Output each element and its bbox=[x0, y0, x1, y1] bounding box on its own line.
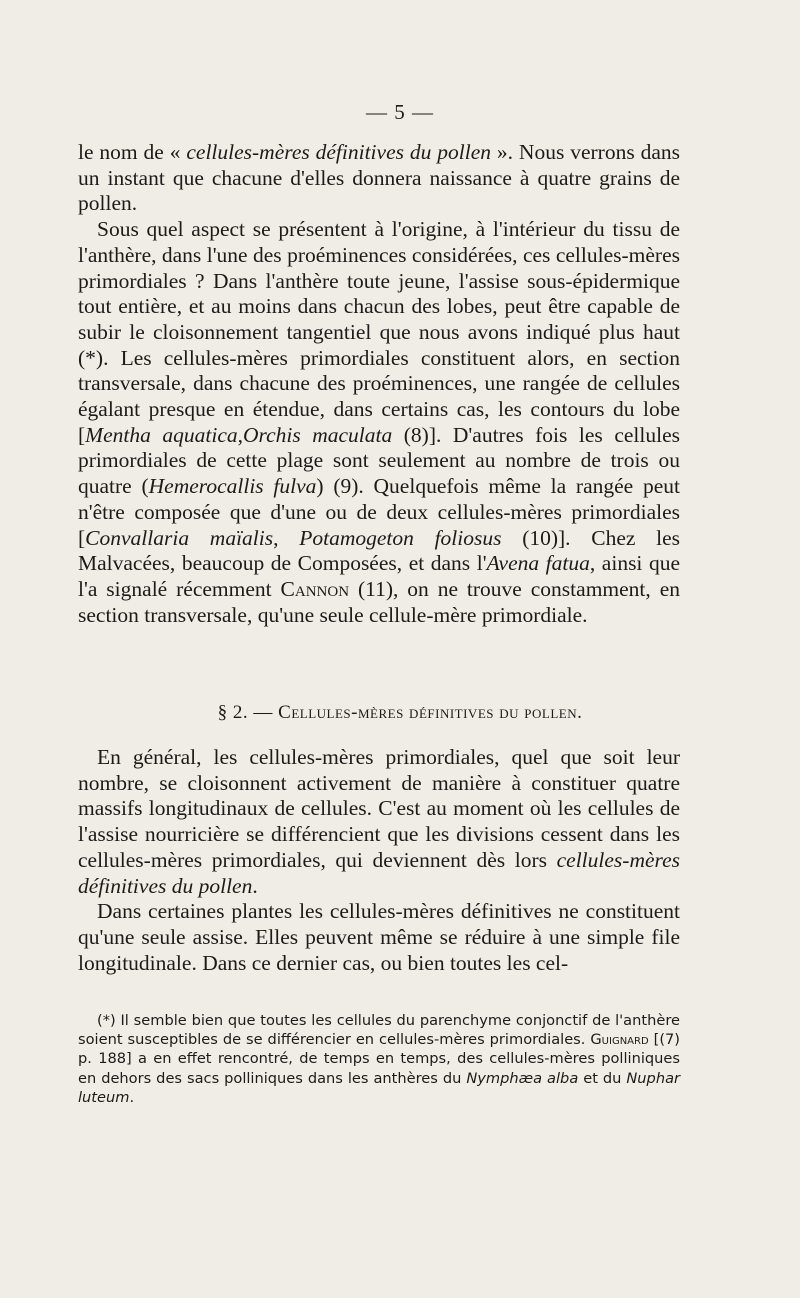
species-name: Mentha aquatica bbox=[85, 422, 238, 447]
species-name: Orchis maculata bbox=[242, 422, 393, 447]
species-name: Nymphæa alba bbox=[466, 1069, 579, 1087]
author-name: Cannon bbox=[280, 576, 350, 601]
footnote-text bbox=[78, 1011, 680, 1107]
text-run: (10)]. Chez les Malvacées, beaucoup de Composées, et dans l' bbox=[78, 525, 681, 576]
paragraph-1 bbox=[78, 140, 680, 217]
italic-term: cellules-mères définitives du pollen bbox=[186, 140, 492, 164]
text-block-1 bbox=[78, 140, 680, 628]
paragraph-2 bbox=[78, 217, 680, 628]
text-run: En général, les cellules-mères primordiales, quel que soit leur nombre, se cloisonnent activement de manière à constituer quatre massifs longitudinaux de cellules. C'est au moment où les cellules de l'assise nourricière se différencient que les divisions cessent dans les cellules-mères primordiales, qui deviennent dès lors bbox=[78, 745, 680, 872]
section-number: § 2. — bbox=[217, 702, 279, 723]
text-run: ) (9). Quelquefois même la rangée peut n'être composée que d'une ou de deux cellules-mères primordiales [ bbox=[78, 474, 680, 550]
text-run: ». Nous verrons dans un instant que chacune d'elles donnera naissance à quatre grains de pollen. bbox=[78, 140, 680, 216]
text-run: , ainsi que l'a signalé récemment bbox=[78, 551, 681, 601]
text-run: (*) Il semble bien que toutes les cellules du parenchyme conjonctif de l'anthère soient susceptibles de se différencier en cellules-mères primordiales. bbox=[78, 1012, 680, 1049]
species-name: Nuphar luteum bbox=[78, 1069, 681, 1106]
page-number: — 5 — bbox=[366, 100, 434, 124]
author-name: Guignard bbox=[590, 1031, 649, 1049]
species-name: Potamogeton foliosus bbox=[299, 525, 502, 550]
text-run: (8)]. D'autres fois les cellules primordiales de cette plage sont seulement au nombre de trois ou quatre ( bbox=[78, 422, 680, 499]
text-run: , bbox=[273, 525, 300, 550]
text-run: . bbox=[252, 873, 258, 898]
text-run: . bbox=[129, 1088, 135, 1106]
footnote bbox=[78, 1011, 680, 1107]
text-run: le nom de « bbox=[78, 140, 187, 164]
section-title: Cellules-mères définitives du pollen. bbox=[278, 702, 583, 723]
paragraph-4: Dans certaines plantes les cellules-mères définitives ne constituent qu'une seule assise. Elles peuvent même se réduire à une simple file longitudinale. Dans ce dernier cas, ou bien toutes les cel- bbox=[78, 899, 680, 975]
text-block-2 bbox=[78, 745, 680, 976]
section-heading bbox=[0, 702, 800, 724]
species-name: Hemerocallis fulva bbox=[148, 474, 317, 499]
paragraph-3 bbox=[78, 745, 680, 899]
text-run: [(7) p. 188] a en effet rencontré, de temps en temps, des cellules-mères polliniques en dehors des sacs polliniques dans les anthères du bbox=[78, 1031, 680, 1087]
text-run: , bbox=[237, 422, 243, 447]
text-run: et du bbox=[578, 1069, 627, 1087]
text-run: Sous quel aspect se présentent à l'origine, à l'intérieur du tissu de l'anthère, dans l'une des proéminences considérées, ces cellules-mères primordiales ? Dans l'anthère toute jeune, l'assise sous-épidermique tout entière, et au moins dans chacun des lobes, peut être capable de subir le cloisonnement tangentiel que nous avons indiqué plus haut (*). Les cellules-mères primordiales constituent alors, en section transversale, dans chacune des proéminences, une rangée de cellules égalant presque en étendue, dans certains cas, les contours du lobe [ bbox=[78, 217, 680, 447]
species-name: Avena fatua bbox=[486, 551, 590, 576]
text-run: (11), on ne trouve constamment, en section transversale, qu'une seule cellule-mère primordiale. bbox=[78, 576, 680, 627]
species-name: Convallaria maïalis bbox=[85, 525, 274, 550]
italic-term: cellules-mères définitives du pollen bbox=[78, 847, 680, 898]
